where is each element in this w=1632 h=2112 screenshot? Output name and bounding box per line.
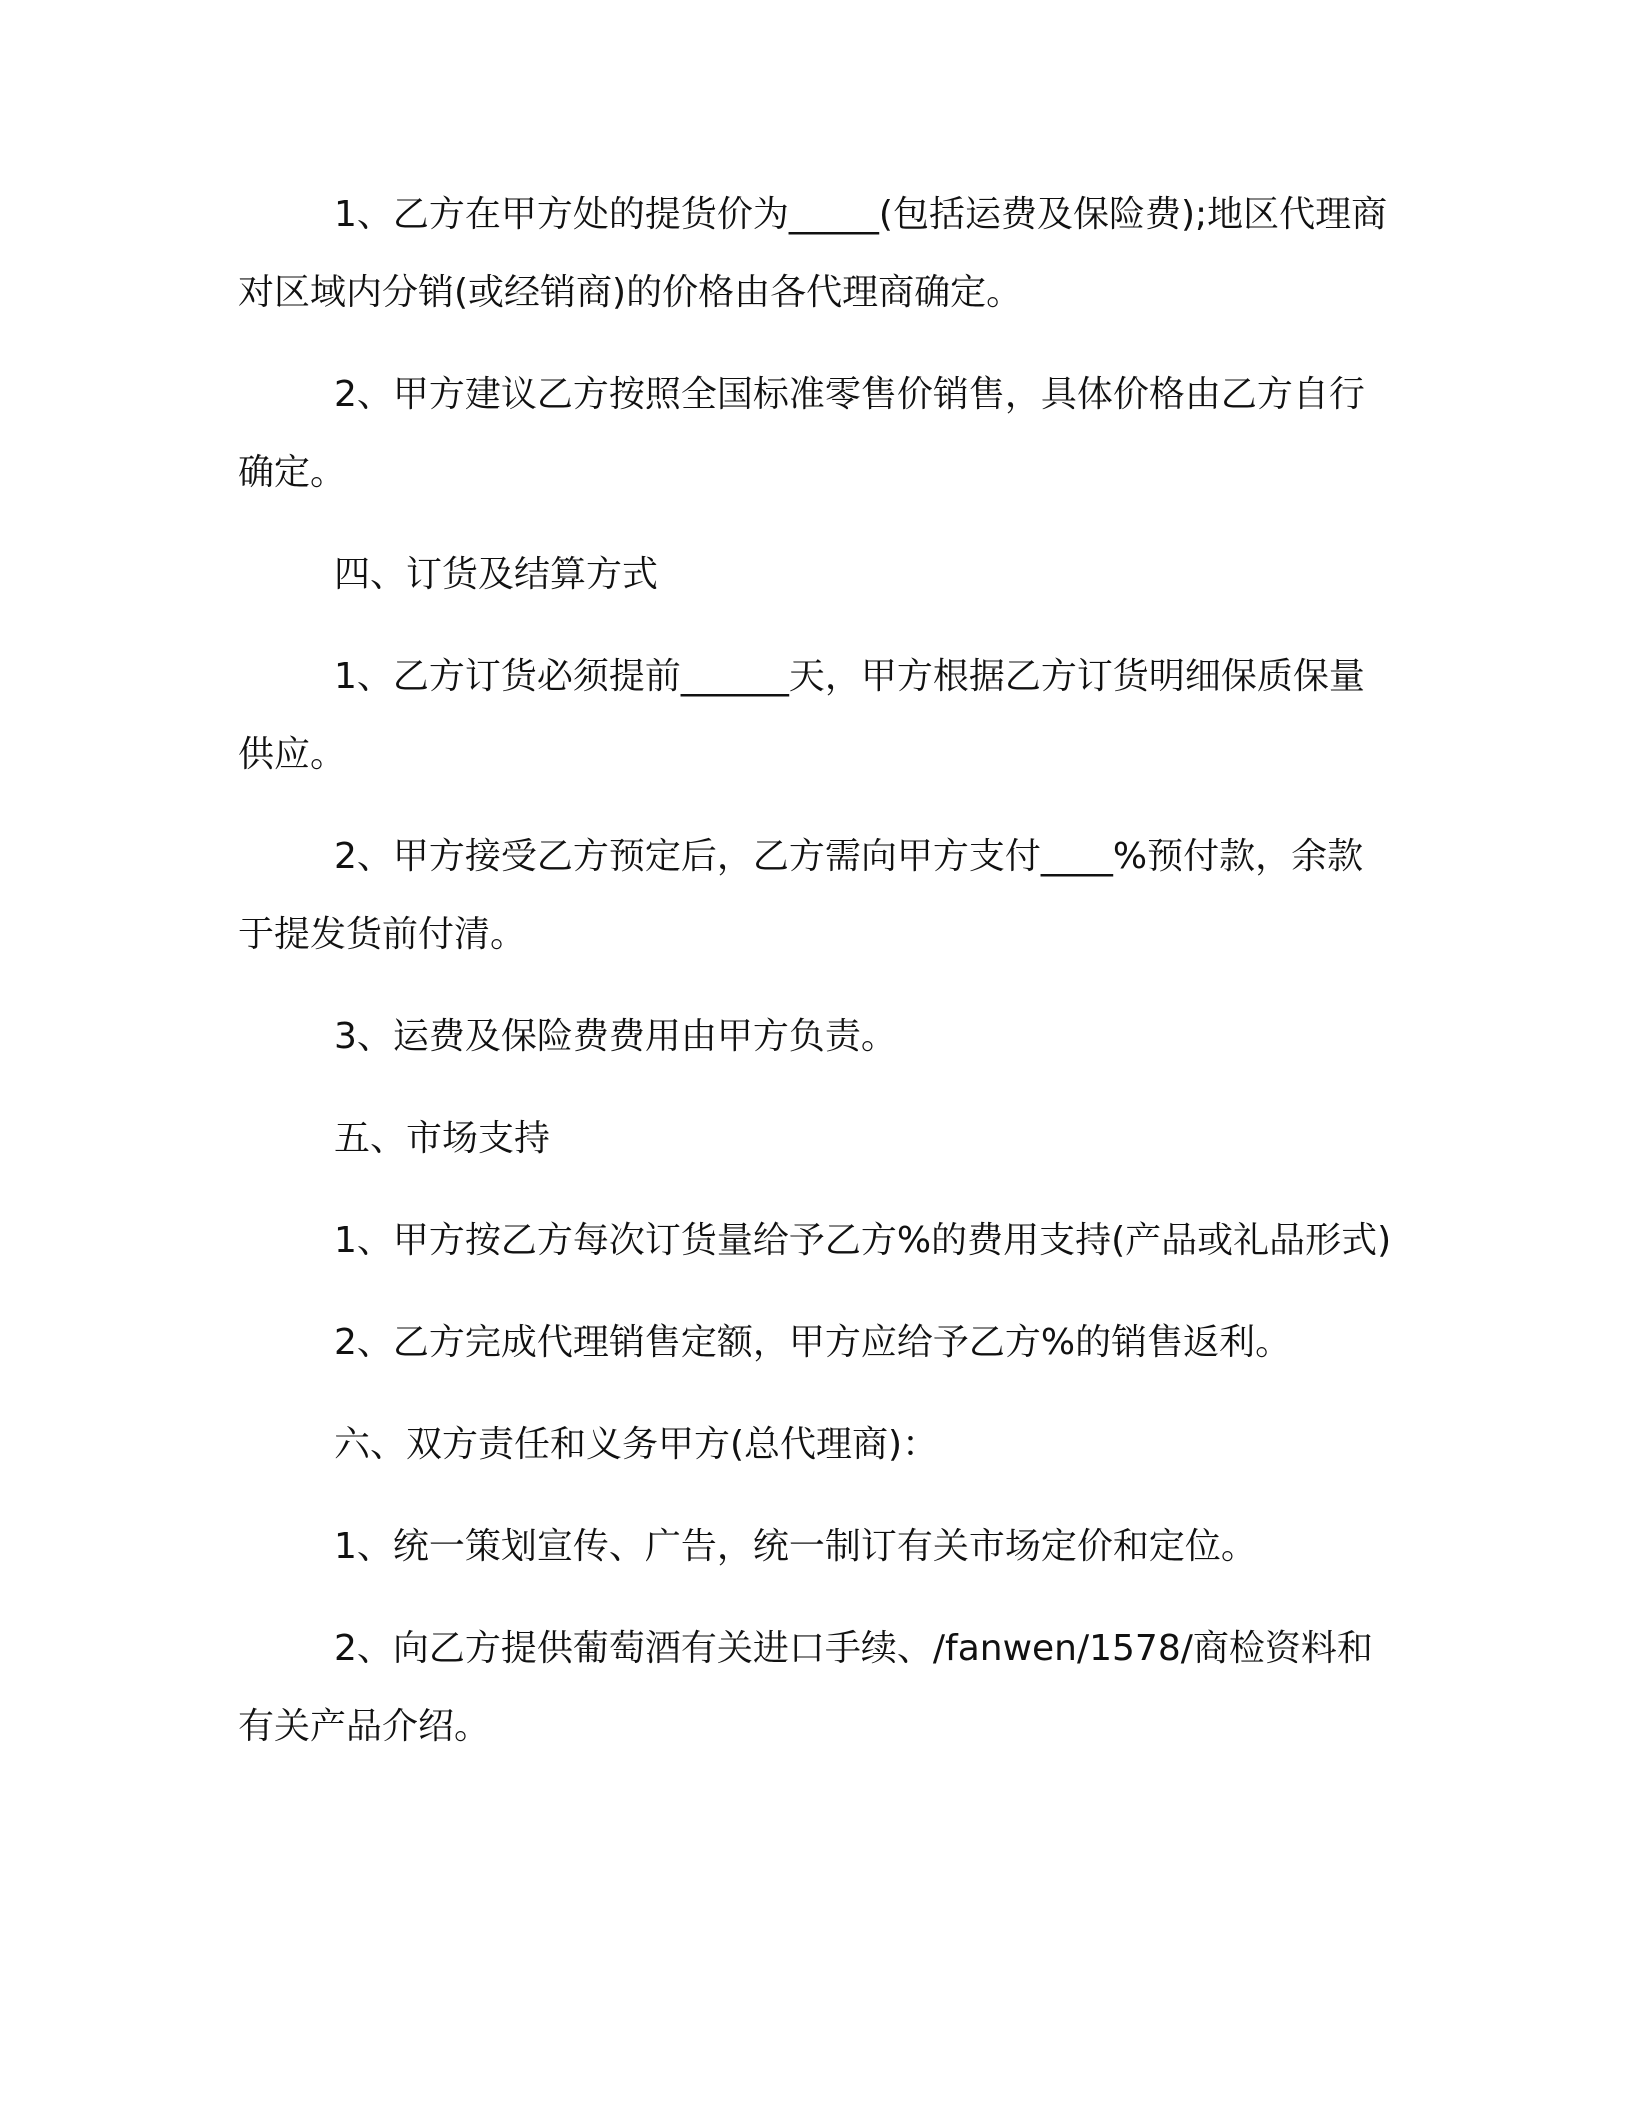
paragraph-price-clause-1: 1、乙方在甲方处的提货价为_____(包括运费及保险费);地区代理商对区域内分销(或经销商)的价格由各代理商确定。 — [238, 194, 1388, 313]
paragraph-support-clause-2: 2、乙方完成代理销售定额，甲方应给予乙方%的销售返利。 — [334, 1322, 1292, 1363]
paragraph-duty-clause-1: 1、统一策划宣传、广告，统一制订有关市场定价和定位。 — [334, 1526, 1257, 1567]
paragraph-support-clause-1: 1、甲方按乙方每次订货量给予乙方%的费用支持(产品或礼品形式) — [334, 1220, 1392, 1261]
paragraph-price-clause-2: 2、甲方建议乙方按照全国标准零售价销售，具体价格由乙方自行确定。 — [238, 374, 1365, 493]
paragraph-ordering-clause-3: 3、运费及保险费费用由甲方负责。 — [334, 1016, 897, 1057]
paragraph-ordering-clause-2: 2、甲方接受乙方预定后，乙方需向甲方支付____%预付款，余款于提发货前付清。 — [238, 836, 1364, 955]
section-heading-market-support: 五、市场支持 — [334, 1118, 551, 1159]
section-heading-responsibilities: 六、双方责任和义务甲方(总代理商)： — [334, 1424, 939, 1465]
section-heading-ordering-settlement: 四、订货及结算方式 — [334, 554, 659, 595]
document-body — [238, 176, 1398, 1790]
paragraph-duty-clause-2: 2、向乙方提供葡萄酒有关进口手续、/fanwen/1578/商检资料和有关产品介绍。 — [238, 1628, 1373, 1747]
paragraph-ordering-clause-1: 1、乙方订货必须提前______天，甲方根据乙方订货明细保质保量供应。 — [238, 656, 1365, 775]
